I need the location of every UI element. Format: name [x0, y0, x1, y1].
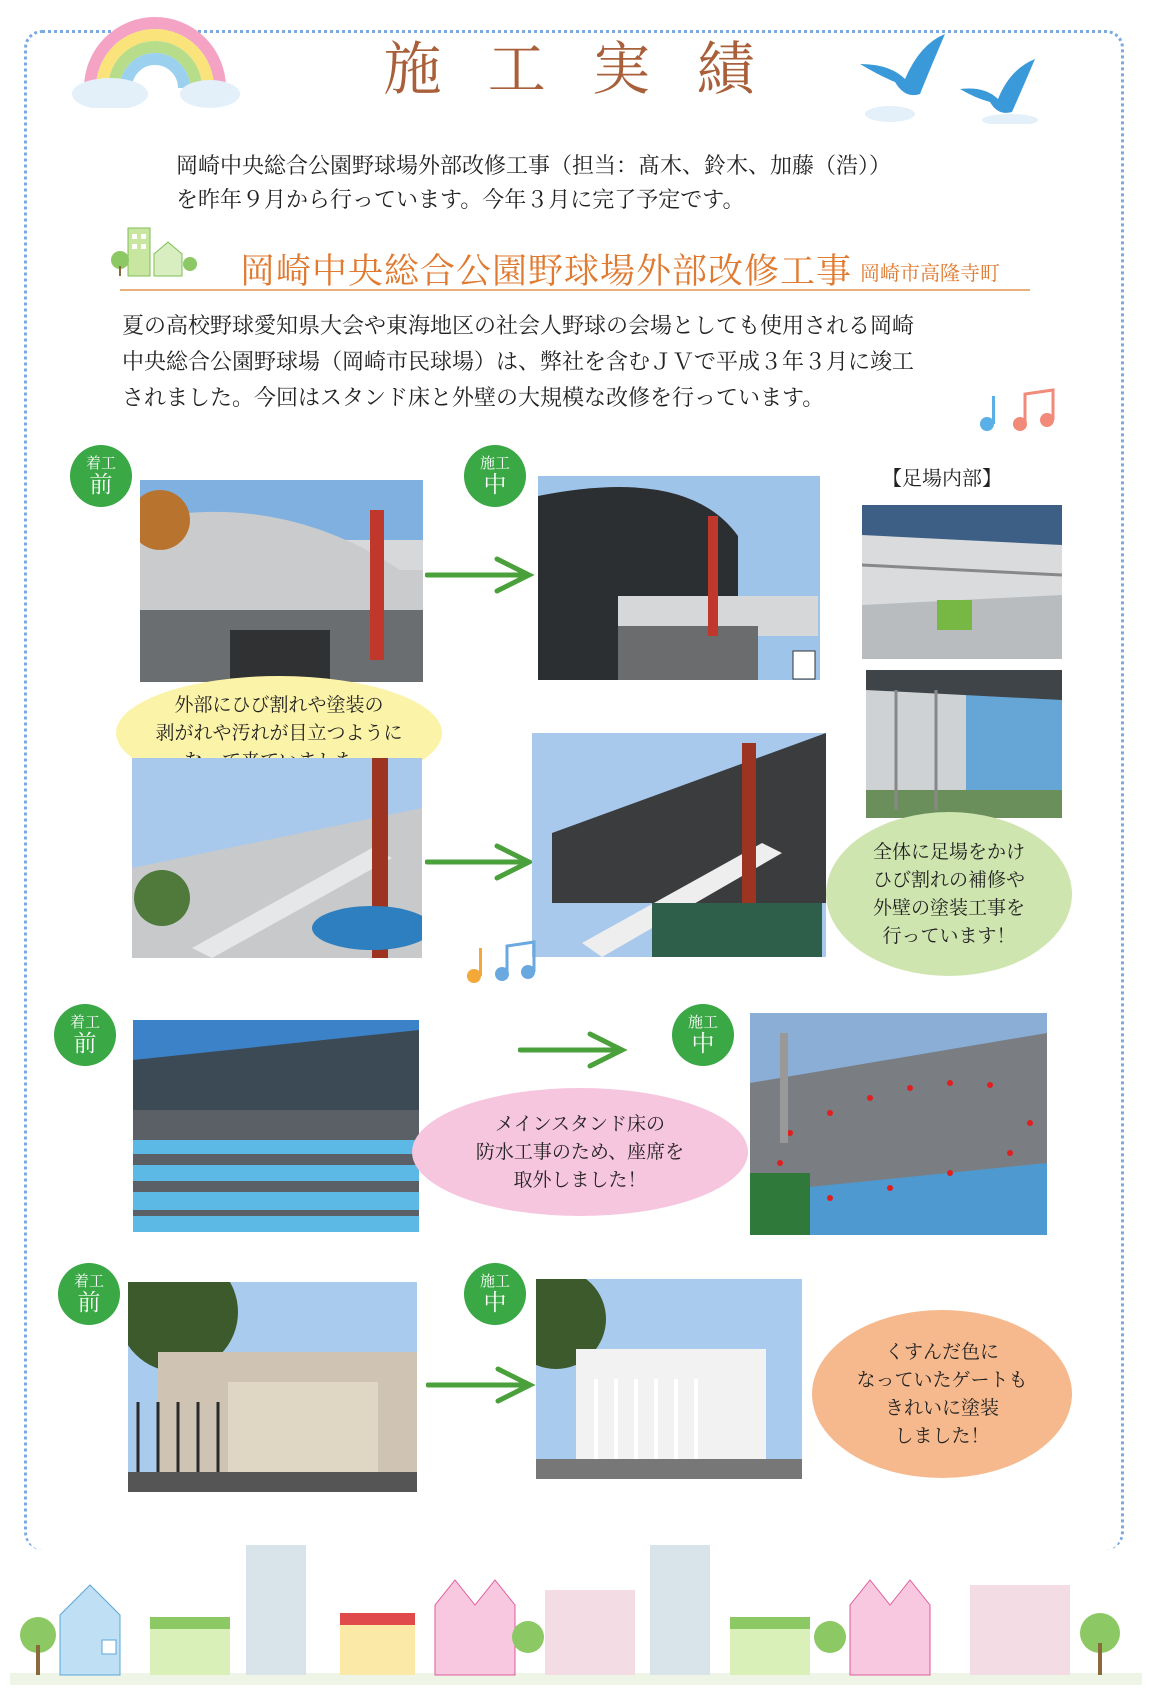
intro-text: 岡崎中央総合公園野球場外部改修工事（担当：髙木、鈴木、加藤（浩）） を昨年９月から行っています。今年３月に完了予定です。 [176, 154, 892, 213]
photo-exterior-during-2 [532, 733, 826, 957]
heading-underline [120, 289, 1030, 291]
building-icon [110, 222, 200, 282]
project-location: 岡崎市高隆寺町 [860, 261, 1000, 285]
photo-exterior-before-1 [140, 480, 423, 682]
photo-exterior-before-2 [132, 758, 422, 958]
photo-gate-during [536, 1279, 802, 1479]
bubble-scaffold: 全体に足場をかけ ひび割れの補修や 外壁の塗装工事を 行っています！ [826, 812, 1072, 976]
badge-before-2: 着工 前 [54, 1004, 116, 1066]
badge-before-1: 着工 前 [70, 445, 132, 507]
photo-gate-before [128, 1282, 417, 1492]
arrow-right-icon [518, 1030, 628, 1070]
bubble-stand: メインスタンド床の 防水工事のため、座席を 取外しました！ [412, 1088, 748, 1216]
photo-exterior-during-1 [538, 476, 820, 680]
arrow-right-icon [426, 1365, 536, 1405]
bubble-exterior-before: 外部にひび割れや塗装の 剥がれや汚れが目立つように [116, 676, 442, 790]
arrow-right-icon [425, 555, 535, 595]
bubble-gate: くすんだ色に なっていたゲートも きれいに塗装 しました！ [812, 1310, 1072, 1478]
music-notes-icon [462, 940, 542, 988]
photo-scaffold-1 [862, 505, 1062, 659]
page-title: 施 工 実 績 [0, 22, 1152, 106]
badge-during-2: 施工 中 [672, 1004, 734, 1066]
project-description: 夏の高校野球愛知県大会や東海地区の社会人野球の会場としても使用される岡崎 中央総合公園野球場（岡崎市民球場）は、弊社を含むＪＶで平成３年３月に竣工 されました。今回はスタンド床と外壁の大規模な改修を行っています。 [122, 314, 915, 411]
scaffold-label: 【足場内部】 [882, 466, 1002, 490]
badge-during-1: 施工 中 [464, 445, 526, 507]
project-heading: 岡崎中央総合公園野球場外部改修工事 [240, 252, 853, 292]
photo-scaffold-2 [866, 670, 1062, 818]
photo-stand-during [750, 1013, 1047, 1235]
badge-during-3: 施工 中 [464, 1263, 526, 1325]
arrow-right-icon [425, 842, 535, 882]
photo-stand-before [133, 1020, 419, 1232]
badge-before-3: 着工 前 [58, 1263, 120, 1325]
townscape-illustration [10, 1525, 1142, 1685]
birds-icon [850, 24, 1050, 124]
music-notes-icon [975, 386, 1065, 436]
